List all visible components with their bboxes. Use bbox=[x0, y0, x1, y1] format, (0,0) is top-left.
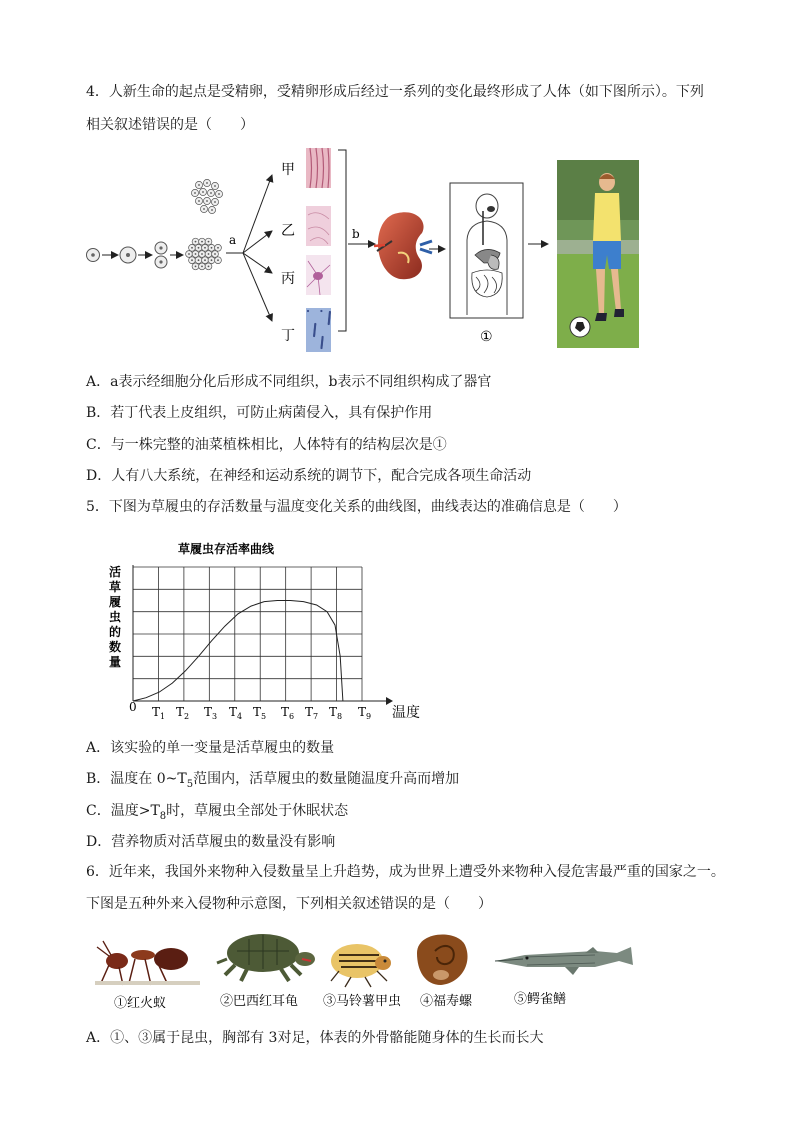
label-a: a bbox=[229, 233, 237, 247]
chart-x-tick-label: $T_2$ bbox=[176, 705, 190, 721]
q4-option-d: D．人有八大系统，在神经和运动系统的调节下，配合完成各项生命活动 bbox=[86, 468, 532, 484]
red-eared-slider-image bbox=[217, 934, 315, 981]
q4-stem-line1: 4．人新生命的起点是受精卵，受精卵形成后经过一系列的变化最终形成了人体（如下图所示）。下列 bbox=[86, 84, 704, 100]
chart-y-label-char: 活 bbox=[109, 565, 122, 579]
q5-option-b: B．温度在 $0\sim T_5$范围内，活草履虫的数量随温度升高而增加 bbox=[86, 771, 460, 790]
q6-option-a: A．①、③属于昆虫，胸部有 3对足，体表的外骨骼能随身体的生长而长大 bbox=[86, 1030, 544, 1046]
chart-x-tick-label: $T_9$ bbox=[358, 705, 372, 721]
cell-growing bbox=[120, 247, 136, 263]
chart-x-tick-label: $T_3$ bbox=[204, 705, 218, 721]
species-label-snail: ④福寿螺 bbox=[420, 994, 473, 1009]
zygote-cell bbox=[87, 249, 100, 262]
two-cells bbox=[155, 242, 167, 268]
fire-ant-image bbox=[95, 941, 200, 985]
q5-option-c: C．温度$>T_8$时，草履虫全部处于休眠状态 bbox=[86, 803, 349, 822]
q5-stem: 5．下图为草履虫的存活数量与温度变化关系的曲线图，曲线表达的准确信息是（ ） bbox=[86, 499, 627, 515]
epithelial-tissue-image bbox=[306, 308, 331, 352]
q5-option-d: D．营养物质对活草履虫的数量没有影响 bbox=[86, 834, 336, 850]
chart-y-axis-label bbox=[109, 564, 121, 669]
chart-x-tick-label: $T_4$ bbox=[229, 705, 243, 721]
species-label-beetle: ③马铃薯甲虫 bbox=[323, 994, 402, 1009]
label-b: b bbox=[352, 227, 360, 241]
nerve-tissue-image bbox=[306, 255, 331, 295]
muscle-tissue-image bbox=[306, 148, 331, 188]
q6-stem-line2: 下图是五种外来入侵物种示意图，下列相关叙述错误的是（ ） bbox=[86, 896, 492, 912]
potato-beetle-image bbox=[331, 944, 391, 987]
tissue-label-yi: 乙 bbox=[281, 223, 295, 239]
species-label-fire-ant: ①红火蚁 bbox=[114, 996, 167, 1011]
chart-x-axis-label: 温度 bbox=[392, 705, 420, 721]
q4-option-b: B．若丁代表上皮组织，可防止病菌侵入，具有保护作用 bbox=[86, 405, 433, 421]
chart-y-label-char: 量 bbox=[109, 655, 122, 669]
human-system-image bbox=[450, 183, 523, 318]
tissue-label-bing: 丙 bbox=[281, 271, 295, 287]
q6-stem-line1: 6．近年来，我国外来物种入侵数量呈上升趋势，成为世界上遭受外来物种入侵危害最严重的国家之一。 bbox=[86, 864, 725, 880]
chart-y-label-char: 履 bbox=[109, 595, 122, 609]
child-playing-soccer-photo bbox=[557, 160, 639, 348]
q6-species-figure bbox=[95, 925, 635, 1017]
chart-x-tick-label: $T_6$ bbox=[281, 705, 295, 721]
cell-cluster bbox=[186, 238, 222, 270]
species-label-gar: ⑤鳄雀鳝 bbox=[514, 992, 567, 1007]
q4-development-figure bbox=[80, 145, 650, 355]
chart-y-label-char: 草 bbox=[109, 580, 122, 594]
tissue-label-jia: 甲 bbox=[281, 162, 295, 178]
kidney-organ-image bbox=[374, 212, 432, 279]
chart-y-label-char: 虫 bbox=[109, 610, 122, 624]
chart-title: 草履虫存活率曲线 bbox=[178, 542, 275, 556]
chart-x-tick-label: $T_1$ bbox=[152, 705, 166, 721]
chart-x-ticks bbox=[152, 705, 371, 721]
q4-option-c: C．与一株完整的油菜植株相比，人体特有的结构层次是① bbox=[86, 437, 447, 453]
chart-y-label-char: 数 bbox=[109, 640, 122, 654]
cell-cluster-small bbox=[191, 179, 222, 213]
chart-x-tick-label: $T_7$ bbox=[305, 705, 319, 721]
system-label: ① bbox=[480, 329, 493, 345]
q5-option-a: A．该实验的单一变量是活草履虫的数量 bbox=[86, 740, 335, 756]
chart-y-label-char: 的 bbox=[109, 625, 122, 639]
chart-origin-label: 0 bbox=[129, 700, 137, 714]
q4-stem-line2: 相关叙述错误的是（ ） bbox=[86, 117, 254, 133]
q5-survival-chart bbox=[100, 535, 430, 725]
connective-tissue-image bbox=[306, 206, 331, 246]
chart-x-tick-label: $T_8$ bbox=[329, 705, 343, 721]
q4-option-a: A．a表示经细胞分化后形成不同组织，b表示不同组织构成了器官 bbox=[86, 374, 492, 390]
chart-axes bbox=[133, 565, 393, 705]
alligator-gar-image bbox=[495, 947, 633, 975]
species-label-slider: ②巴西红耳龟 bbox=[220, 994, 299, 1009]
apple-snail-image bbox=[417, 935, 468, 985]
chart-x-tick-label: $T_5$ bbox=[253, 705, 267, 721]
chart-grid bbox=[133, 567, 362, 701]
tissue-label-ding: 丁 bbox=[281, 328, 295, 344]
